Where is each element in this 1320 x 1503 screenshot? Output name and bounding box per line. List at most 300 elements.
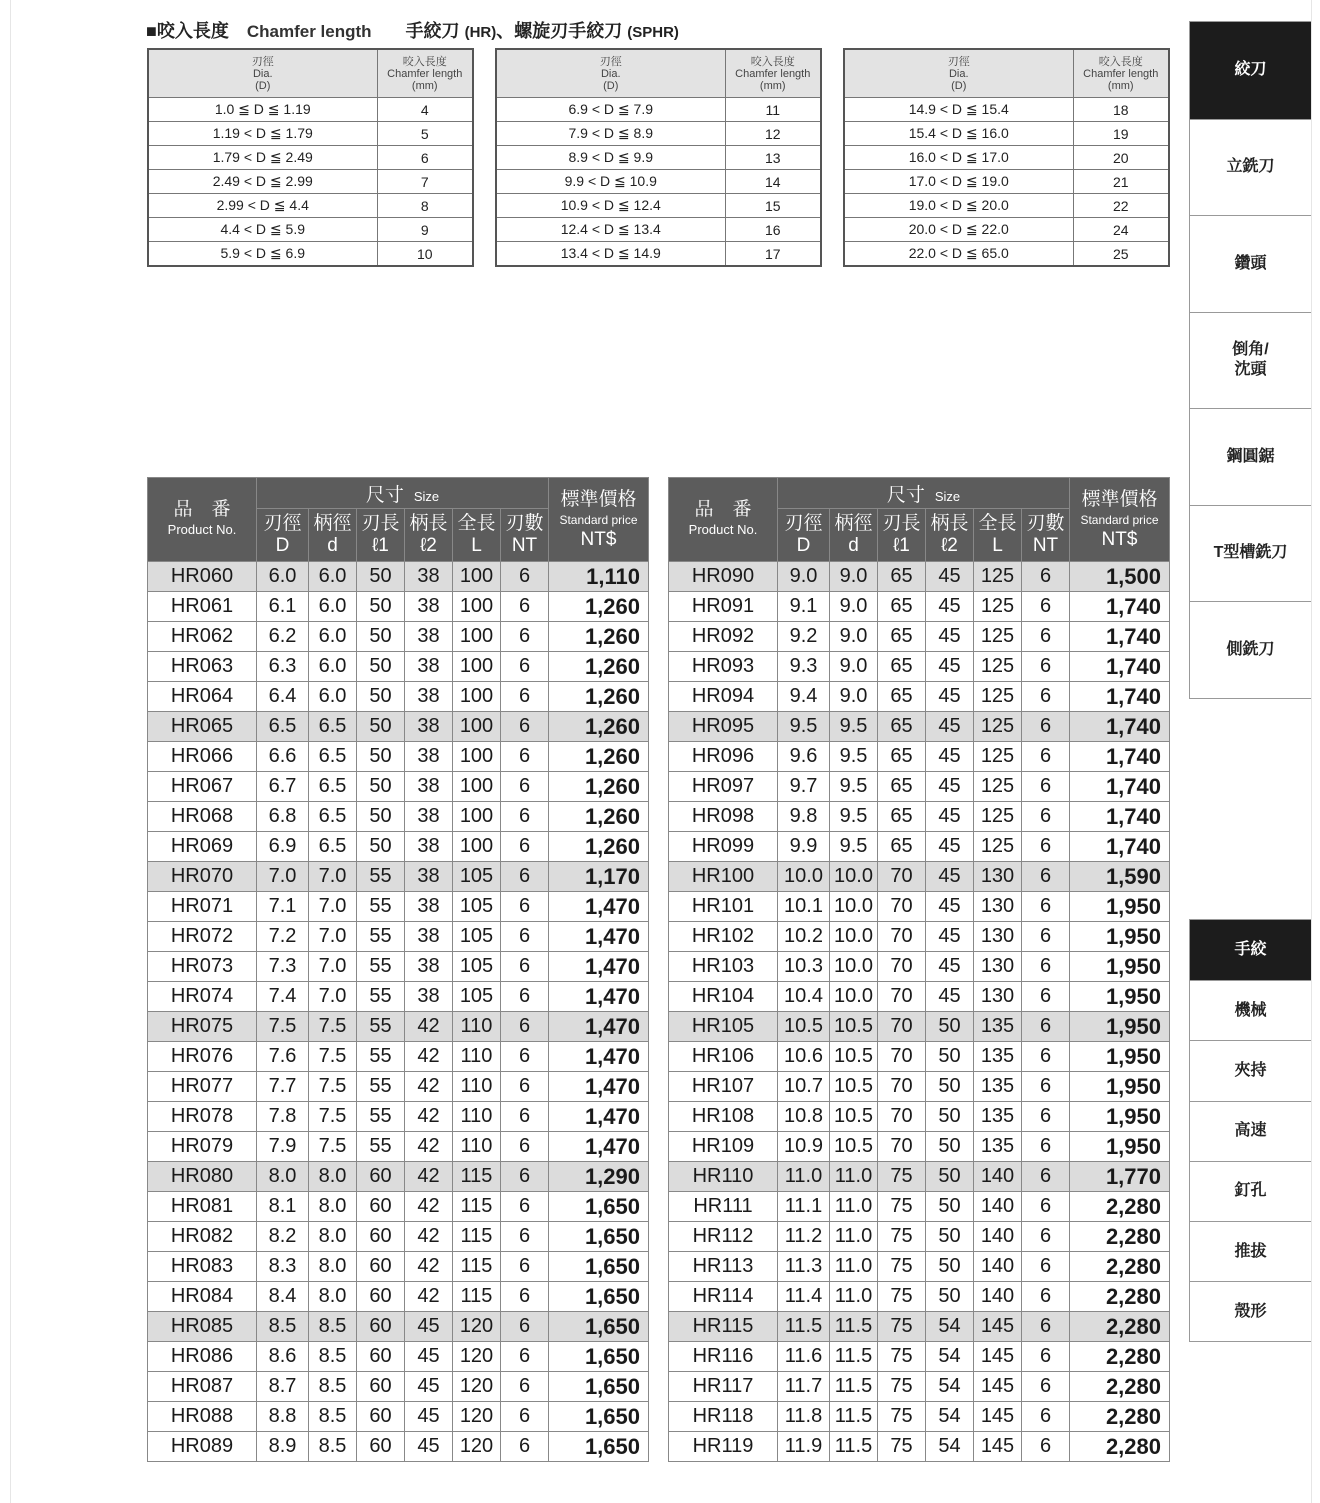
table-row	[669, 1252, 1170, 1282]
table-row	[669, 862, 1170, 892]
dia-range-cell: 7.9 < D ≦ 8.9	[496, 122, 725, 146]
chamfer-length-cell: 11	[725, 98, 821, 122]
side-tab[interactable]: 釘孔	[1190, 1161, 1311, 1221]
table-row	[148, 892, 649, 922]
flutes-cell: 6	[501, 1132, 549, 1162]
side-tab[interactable]: 倒角/ 沈頭	[1190, 312, 1311, 409]
overall-length-cell: 140	[974, 1282, 1022, 1312]
shank-dia-cell: 9.0	[830, 622, 878, 652]
flute-length-cell: 55	[357, 1072, 405, 1102]
overall-length-cell: 100	[453, 682, 501, 712]
product-no-cell: HR081	[148, 1192, 257, 1222]
price-header: 標準價格 Standard price NT$	[1070, 478, 1170, 562]
overall-length-cell: 145	[974, 1402, 1022, 1432]
dia-cell: 7.0	[257, 862, 309, 892]
flute-length-cell: 50	[357, 712, 405, 742]
flutes-cell: 6	[1022, 622, 1070, 652]
price-cell: 1,950	[1070, 982, 1170, 1012]
price-cell: 1,950	[1070, 1132, 1170, 1162]
product-no-cell: HR117	[669, 1372, 778, 1402]
shank-length-cell: 38	[405, 682, 453, 712]
dia-cell: 9.5	[778, 712, 830, 742]
flutes-cell: 6	[1022, 1162, 1070, 1192]
flute-length-cell: 75	[878, 1372, 926, 1402]
chamfer-length-cell: 14	[725, 170, 821, 194]
table-row	[669, 1282, 1170, 1312]
flute-length-cell: 50	[357, 832, 405, 862]
table-row	[148, 1402, 649, 1432]
flute-length-cell: 75	[878, 1162, 926, 1192]
product-no-cell: HR119	[669, 1432, 778, 1462]
flutes-cell: 6	[1022, 592, 1070, 622]
dia-range-cell: 6.9 < D ≦ 7.9	[496, 98, 725, 122]
price-cell: 1,950	[1070, 1072, 1170, 1102]
chamfer-length-header: 咬入長度 Chamfer length (mm)	[1073, 49, 1169, 98]
table-row	[844, 98, 1169, 122]
flutes-cell: 6	[501, 772, 549, 802]
dia-cell: 9.4	[778, 682, 830, 712]
overall-length-cell: 140	[974, 1222, 1022, 1252]
flute-length-cell: 55	[357, 1042, 405, 1072]
product-no-cell: HR096	[669, 742, 778, 772]
dia-cell: 6.8	[257, 802, 309, 832]
price-cell: 1,470	[549, 1102, 649, 1132]
table-row	[148, 1282, 649, 1312]
price-cell: 1,470	[549, 982, 649, 1012]
price-cell: 1,260	[549, 622, 649, 652]
dia-cell: 11.5	[778, 1312, 830, 1342]
overall-length-cell: 130	[974, 892, 1022, 922]
table-row	[148, 1132, 649, 1162]
shank-length-cell: 45	[926, 652, 974, 682]
dia-cell: 10.6	[778, 1042, 830, 1072]
flute-length-cell: 55	[357, 862, 405, 892]
flutes-cell: 6	[1022, 562, 1070, 592]
side-tab[interactable]: 側銑刀	[1190, 601, 1311, 698]
shank-dia-cell: 6.5	[309, 712, 357, 742]
shank-length-cell: 45	[405, 1372, 453, 1402]
price-cell: 1,260	[549, 772, 649, 802]
product-no-cell: HR075	[148, 1012, 257, 1042]
table-row	[669, 1072, 1170, 1102]
table-row	[669, 1342, 1170, 1372]
table-row	[669, 682, 1170, 712]
flutes-cell: 6	[1022, 712, 1070, 742]
table-row	[148, 712, 649, 742]
table-row	[669, 1192, 1170, 1222]
side-nav-categories	[1189, 21, 1311, 699]
price-cell: 1,650	[549, 1312, 649, 1342]
price-cell: 1,470	[549, 1042, 649, 1072]
shank-length-cell: 45	[405, 1432, 453, 1462]
overall-length-cell: 110	[453, 1042, 501, 1072]
table-row	[148, 772, 649, 802]
flute-length-cell: 70	[878, 1042, 926, 1072]
size-column-header: 刃長 ℓ1	[357, 509, 405, 562]
product-no-cell: HR063	[148, 652, 257, 682]
dia-cell: 7.2	[257, 922, 309, 952]
flutes-cell: 6	[1022, 832, 1070, 862]
table-row	[669, 1222, 1170, 1252]
dia-cell: 11.8	[778, 1402, 830, 1432]
title-en: Chamfer length	[246, 22, 372, 41]
table-row	[669, 1012, 1170, 1042]
dia-range-cell: 10.9 < D ≦ 12.4	[496, 194, 725, 218]
product-no-cell: HR114	[669, 1282, 778, 1312]
flute-length-cell: 60	[357, 1192, 405, 1222]
dia-cell: 6.3	[257, 652, 309, 682]
overall-length-cell: 105	[453, 952, 501, 982]
table-row	[669, 742, 1170, 772]
table-row	[669, 1312, 1170, 1342]
overall-length-cell: 135	[974, 1072, 1022, 1102]
flutes-cell: 6	[501, 1222, 549, 1252]
flutes-cell: 6	[501, 802, 549, 832]
title-zh: ■咬入長度	[146, 21, 229, 41]
shank-length-cell: 45	[926, 682, 974, 712]
flutes-cell: 6	[501, 592, 549, 622]
flute-length-cell: 60	[357, 1402, 405, 1432]
size-column-header: 刃數 NT	[1022, 509, 1070, 562]
overall-length-cell: 125	[974, 562, 1022, 592]
table-row	[669, 772, 1170, 802]
dia-cell: 8.7	[257, 1372, 309, 1402]
overall-length-cell: 100	[453, 832, 501, 862]
dia-range-cell: 22.0 < D ≦ 65.0	[844, 242, 1073, 267]
table-row	[148, 242, 473, 267]
shank-length-cell: 42	[405, 1282, 453, 1312]
overall-length-cell: 100	[453, 802, 501, 832]
table-row	[669, 1042, 1170, 1072]
table-row	[669, 1162, 1170, 1192]
shank-length-cell: 45	[926, 742, 974, 772]
dia-cell: 10.1	[778, 892, 830, 922]
flute-length-cell: 55	[357, 1132, 405, 1162]
price-cell: 1,950	[1070, 1042, 1170, 1072]
chamfer-length-cell: 9	[377, 218, 473, 242]
shank-length-cell: 45	[926, 952, 974, 982]
product-no-cell: HR107	[669, 1072, 778, 1102]
shank-dia-cell: 8.0	[309, 1162, 357, 1192]
side-tab[interactable]: 高速	[1190, 1101, 1311, 1161]
product-no-cell: HR105	[669, 1012, 778, 1042]
dia-cell: 7.9	[257, 1132, 309, 1162]
overall-length-cell: 105	[453, 862, 501, 892]
shank-dia-cell: 10.5	[830, 1042, 878, 1072]
dia-cell: 9.2	[778, 622, 830, 652]
overall-length-cell: 145	[974, 1342, 1022, 1372]
product-no-header: 品 番 Product No.	[148, 478, 257, 562]
side-tab[interactable]: 絞刀	[1190, 22, 1311, 119]
size-column-header: 刃數 NT	[501, 509, 549, 562]
flutes-cell: 6	[501, 922, 549, 952]
product-no-cell: HR099	[669, 832, 778, 862]
shank-dia-cell: 11.5	[830, 1312, 878, 1342]
dia-cell: 11.7	[778, 1372, 830, 1402]
overall-length-cell: 105	[453, 922, 501, 952]
flutes-cell: 6	[501, 742, 549, 772]
dia-cell: 10.7	[778, 1072, 830, 1102]
flute-length-cell: 55	[357, 1012, 405, 1042]
price-cell: 1,950	[1070, 952, 1170, 982]
side-tab[interactable]: 鑽頭	[1190, 215, 1311, 312]
dia-cell: 10.5	[778, 1012, 830, 1042]
shank-dia-cell: 9.0	[830, 652, 878, 682]
price-cell: 2,280	[1070, 1372, 1170, 1402]
product-no-cell: HR065	[148, 712, 257, 742]
product-no-cell: HR062	[148, 622, 257, 652]
shank-length-cell: 50	[926, 1012, 974, 1042]
product-no-cell: HR082	[148, 1222, 257, 1252]
price-cell: 1,260	[549, 802, 649, 832]
shank-dia-cell: 7.5	[309, 1012, 357, 1042]
side-tab[interactable]: 立銑刀	[1190, 119, 1311, 216]
table-row	[669, 622, 1170, 652]
flutes-cell: 6	[501, 1252, 549, 1282]
table-row	[148, 592, 649, 622]
dia-range-cell: 17.0 < D ≦ 19.0	[844, 170, 1073, 194]
shank-dia-cell: 9.5	[830, 712, 878, 742]
overall-length-cell: 135	[974, 1102, 1022, 1132]
overall-length-cell: 100	[453, 652, 501, 682]
dia-range-cell: 2.49 < D ≦ 2.99	[148, 170, 377, 194]
shank-length-cell: 45	[926, 772, 974, 802]
flute-length-cell: 70	[878, 1102, 926, 1132]
size-column-header: 刃徑 D	[778, 509, 830, 562]
overall-length-cell: 100	[453, 742, 501, 772]
flute-length-cell: 60	[357, 1372, 405, 1402]
table-row	[669, 562, 1170, 592]
price-cell: 1,260	[549, 832, 649, 862]
price-cell: 1,950	[1070, 922, 1170, 952]
dia-cell: 8.3	[257, 1252, 309, 1282]
overall-length-cell: 125	[974, 652, 1022, 682]
flutes-cell: 6	[1022, 952, 1070, 982]
chamfer-length-cell: 5	[377, 122, 473, 146]
dia-cell: 11.4	[778, 1282, 830, 1312]
flute-length-cell: 70	[878, 982, 926, 1012]
price-cell: 1,260	[549, 742, 649, 772]
flutes-cell: 6	[501, 1192, 549, 1222]
product-no-cell: HR100	[669, 862, 778, 892]
table-row	[148, 802, 649, 832]
flute-length-cell: 50	[357, 682, 405, 712]
product-no-cell: HR083	[148, 1252, 257, 1282]
shank-length-cell: 42	[405, 1222, 453, 1252]
flute-length-cell: 75	[878, 1222, 926, 1252]
flute-length-cell: 60	[357, 1162, 405, 1192]
dia-cell: 8.4	[257, 1282, 309, 1312]
table-row	[148, 1102, 649, 1132]
title-sub: 手絞刀 (HR)、螺旋刃手絞刀 (SPHR)	[405, 21, 679, 41]
flutes-cell: 6	[1022, 982, 1070, 1012]
shank-length-cell: 50	[926, 1042, 974, 1072]
size-header: 尺寸 Size	[257, 478, 549, 509]
shank-length-cell: 42	[405, 1042, 453, 1072]
dia-range-cell: 15.4 < D ≦ 16.0	[844, 122, 1073, 146]
shank-dia-cell: 8.5	[309, 1432, 357, 1462]
dia-cell: 8.9	[257, 1432, 309, 1462]
dia-cell: 8.0	[257, 1162, 309, 1192]
flutes-cell: 6	[501, 652, 549, 682]
flute-length-cell: 65	[878, 652, 926, 682]
table-row	[148, 1072, 649, 1102]
flute-length-cell: 75	[878, 1252, 926, 1282]
table-row	[496, 218, 821, 242]
dia-cell: 10.3	[778, 952, 830, 982]
flute-length-cell: 70	[878, 952, 926, 982]
shank-dia-cell: 9.5	[830, 802, 878, 832]
dia-cell: 6.2	[257, 622, 309, 652]
chamfer-length-cell: 24	[1073, 218, 1169, 242]
table-row	[148, 682, 649, 712]
price-cell: 1,260	[549, 712, 649, 742]
shank-dia-cell: 7.5	[309, 1072, 357, 1102]
shank-dia-cell: 7.0	[309, 922, 357, 952]
price-cell: 1,470	[549, 1132, 649, 1162]
price-cell: 2,280	[1070, 1312, 1170, 1342]
overall-length-cell: 140	[974, 1162, 1022, 1192]
table-row	[148, 122, 473, 146]
shank-dia-cell: 7.0	[309, 982, 357, 1012]
shank-length-cell: 54	[926, 1402, 974, 1432]
product-no-cell: HR109	[669, 1132, 778, 1162]
dia-cell: 9.9	[778, 832, 830, 862]
chamfer-length-cell: 10	[377, 242, 473, 267]
flute-length-cell: 65	[878, 772, 926, 802]
side-tab[interactable]: 推拔	[1190, 1221, 1311, 1281]
shank-length-cell: 42	[405, 1252, 453, 1282]
shank-dia-cell: 8.5	[309, 1342, 357, 1372]
side-tab[interactable]: 殼形	[1190, 1281, 1311, 1341]
shank-dia-cell: 7.5	[309, 1132, 357, 1162]
price-cell: 1,740	[1070, 802, 1170, 832]
dia-cell: 11.9	[778, 1432, 830, 1462]
flute-length-cell: 70	[878, 922, 926, 952]
flute-length-cell: 55	[357, 982, 405, 1012]
product-no-cell: HR110	[669, 1162, 778, 1192]
overall-length-cell: 110	[453, 1012, 501, 1042]
shank-length-cell: 45	[926, 622, 974, 652]
product-no-cell: HR078	[148, 1102, 257, 1132]
product-no-cell: HR087	[148, 1372, 257, 1402]
shank-dia-cell: 6.0	[309, 592, 357, 622]
chamfer-length-header: 咬入長度 Chamfer length (mm)	[725, 49, 821, 98]
shank-dia-cell: 8.5	[309, 1312, 357, 1342]
price-cell: 1,290	[549, 1162, 649, 1192]
flutes-cell: 6	[501, 862, 549, 892]
dia-cell: 7.8	[257, 1102, 309, 1132]
size-column-header: 柄長 ℓ2	[926, 509, 974, 562]
product-no-cell: HR077	[148, 1072, 257, 1102]
price-cell: 2,280	[1070, 1192, 1170, 1222]
flute-length-cell: 70	[878, 862, 926, 892]
flute-length-cell: 50	[357, 592, 405, 622]
shank-length-cell: 45	[926, 832, 974, 862]
side-tab[interactable]: 夾持	[1190, 1040, 1311, 1100]
table-row	[148, 622, 649, 652]
overall-length-cell: 125	[974, 622, 1022, 652]
chamfer-length-cell: 13	[725, 146, 821, 170]
product-no-cell: HR079	[148, 1132, 257, 1162]
shank-length-cell: 38	[405, 712, 453, 742]
shank-dia-cell: 8.0	[309, 1222, 357, 1252]
side-tab[interactable]: 機械	[1190, 980, 1311, 1040]
shank-length-cell: 54	[926, 1372, 974, 1402]
shank-dia-cell: 11.5	[830, 1402, 878, 1432]
overall-length-cell: 110	[453, 1132, 501, 1162]
shank-dia-cell: 10.0	[830, 982, 878, 1012]
chamfer-length-cell: 8	[377, 194, 473, 218]
shank-dia-cell: 11.5	[830, 1372, 878, 1402]
table-row	[496, 170, 821, 194]
shank-dia-cell: 7.0	[309, 952, 357, 982]
flute-length-cell: 50	[357, 562, 405, 592]
table-row	[148, 146, 473, 170]
product-table	[147, 477, 649, 1462]
dia-cell: 9.8	[778, 802, 830, 832]
side-tab[interactable]: 手絞	[1190, 920, 1311, 980]
chamfer-table	[495, 48, 822, 267]
overall-length-cell: 120	[453, 1402, 501, 1432]
flutes-cell: 6	[501, 1162, 549, 1192]
price-cell: 1,650	[549, 1252, 649, 1282]
chamfer-length-cell: 15	[725, 194, 821, 218]
table-row	[669, 1372, 1170, 1402]
side-tab[interactable]: T型槽銑刀	[1190, 505, 1311, 602]
product-no-cell: HR093	[669, 652, 778, 682]
dia-cell: 6.6	[257, 742, 309, 772]
flute-length-cell: 60	[357, 1342, 405, 1372]
flute-length-cell: 60	[357, 1432, 405, 1462]
dia-cell: 6.9	[257, 832, 309, 862]
flutes-cell: 6	[1022, 1042, 1070, 1072]
side-tab[interactable]: 鋼圓鋸	[1190, 408, 1311, 505]
shank-dia-cell: 10.0	[830, 922, 878, 952]
shank-length-cell: 45	[926, 892, 974, 922]
table-row	[496, 194, 821, 218]
table-row	[148, 652, 649, 682]
flutes-cell: 6	[1022, 1372, 1070, 1402]
dia-cell: 10.8	[778, 1102, 830, 1132]
price-cell: 1,260	[549, 652, 649, 682]
table-row	[669, 652, 1170, 682]
flutes-cell: 6	[501, 1102, 549, 1132]
shank-length-cell: 38	[405, 802, 453, 832]
size-column-header: 刃長 ℓ1	[878, 509, 926, 562]
overall-length-cell: 125	[974, 742, 1022, 772]
flute-length-cell: 55	[357, 922, 405, 952]
overall-length-cell: 145	[974, 1312, 1022, 1342]
price-cell: 1,650	[549, 1342, 649, 1372]
overall-length-cell: 125	[974, 832, 1022, 862]
table-row	[148, 98, 473, 122]
flute-length-cell: 70	[878, 1072, 926, 1102]
overall-length-cell: 115	[453, 1192, 501, 1222]
dia-cell: 10.2	[778, 922, 830, 952]
flute-length-cell: 75	[878, 1432, 926, 1462]
price-cell: 1,770	[1070, 1162, 1170, 1192]
dia-cell: 11.6	[778, 1342, 830, 1372]
product-no-cell: HR108	[669, 1102, 778, 1132]
product-no-cell: HR116	[669, 1342, 778, 1372]
price-cell: 1,950	[1070, 1012, 1170, 1042]
price-cell: 1,650	[549, 1402, 649, 1432]
overall-length-cell: 100	[453, 592, 501, 622]
dia-cell: 6.4	[257, 682, 309, 712]
shank-length-cell: 54	[926, 1312, 974, 1342]
table-row	[148, 1012, 649, 1042]
